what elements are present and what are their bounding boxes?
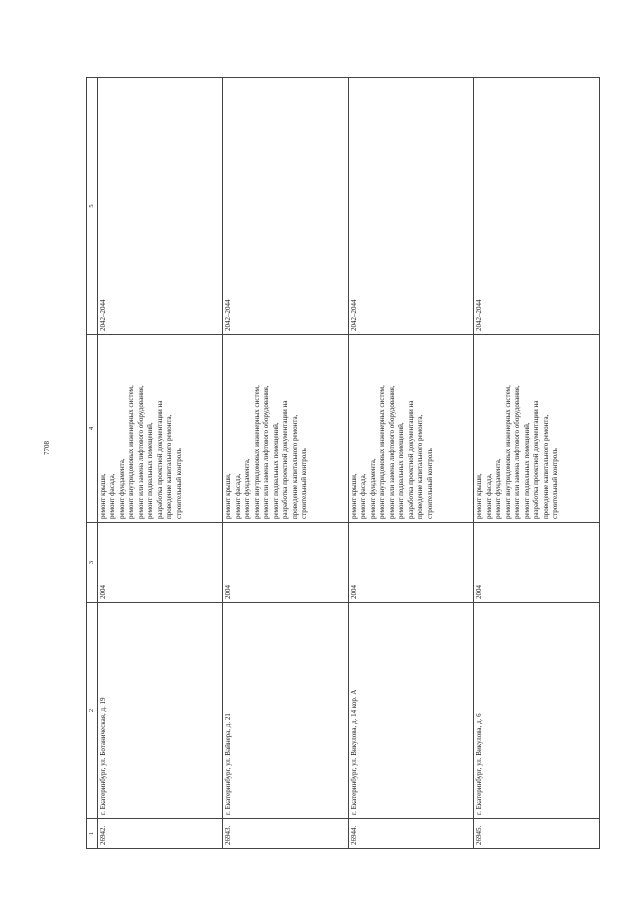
work-item: ремонт фасада,	[233, 473, 242, 519]
column-header-2: 2	[87, 603, 98, 819]
table-row	[348, 78, 474, 849]
work-item: ремонт фундамента,	[368, 458, 377, 519]
work-item: ремонт крыши,	[224, 473, 233, 519]
work-item: ремонт крыши,	[98, 473, 107, 519]
table-row	[97, 78, 223, 849]
work-item: разработка проектной документации на	[406, 400, 415, 519]
row-period: 2042–2044	[474, 78, 600, 335]
work-item: ремонт внутридомовых инженерных систем,	[127, 385, 135, 519]
table-row	[474, 78, 600, 849]
work-item: ремонт или замена лифтового оборудования,	[136, 385, 145, 519]
work-item: ремонт или замена лифтового оборудования,	[387, 385, 396, 519]
row-number: 26942.	[97, 819, 223, 849]
work-item: строительный контроль	[551, 448, 560, 519]
work-item: ремонт фасада,	[359, 473, 368, 519]
work-item: ремонт крыши,	[475, 473, 484, 519]
work-item: ремонт внутридомовых инженерных систем,	[378, 385, 387, 519]
work-item: строительный контроль	[425, 448, 434, 519]
work-item: ремонт подвальных помещений,	[522, 422, 531, 519]
work-item: проведение капитального ремонта,	[290, 414, 299, 519]
row-year: 2004	[223, 523, 349, 603]
row-year: 2004	[97, 523, 223, 603]
work-item: ремонт крыши,	[349, 473, 358, 519]
work-item: ремонт фундамента,	[494, 458, 503, 519]
work-item: разработка проектной документации на	[155, 400, 164, 519]
column-header-4: 4	[87, 335, 98, 523]
row-works	[223, 335, 349, 523]
work-item: ремонт или замена лифтового оборудования,	[262, 385, 271, 519]
work-item: ремонт внутридомовых инженерных систем,	[503, 385, 512, 519]
repair-table-container	[86, 78, 600, 849]
column-header-1: 1	[87, 819, 98, 849]
work-item: ремонт внутридомовых инженерных систем,	[252, 385, 261, 519]
work-item: ремонт подвальных помещений,	[271, 422, 280, 519]
work-item: строительный контроль	[174, 448, 183, 519]
work-item: ремонт фасада,	[108, 473, 116, 519]
work-item: проведение капитального ремонта,	[416, 414, 425, 519]
work-item: разработка проектной документации на	[532, 400, 541, 519]
row-year: 2004	[348, 523, 474, 603]
row-period: 2042–2044	[223, 78, 349, 335]
column-header-5: 5	[87, 78, 98, 335]
row-period: 2042–2044	[97, 78, 223, 335]
row-address: г. Екатеринбург, ул. Викулова, д. 6	[474, 603, 600, 819]
work-item: ремонт фундамента,	[243, 458, 252, 519]
row-number: 26944.	[348, 819, 474, 849]
row-works	[474, 335, 600, 523]
table-row	[223, 78, 349, 849]
work-item: проведение капитального ремонта,	[541, 414, 550, 519]
row-period: 2042–2044	[348, 78, 474, 335]
repair-table	[86, 77, 600, 849]
work-item: ремонт фундамента,	[117, 458, 126, 519]
row-address: г. Екатеринбург, ул. Ботаническая, д. 19	[97, 603, 223, 819]
work-item: ремонт подвальных помещений,	[397, 422, 406, 519]
work-item: проведение капитального ремонта,	[165, 414, 173, 519]
row-address: г. Екатеринбург, ул. Вайнера, д. 21	[223, 603, 349, 819]
work-item: строительный контроль	[300, 448, 309, 519]
row-address: г. Екатеринбург, ул. Викулова, д. 14 кор. А	[348, 603, 474, 819]
row-year: 2004	[474, 523, 600, 603]
row-number: 26945.	[474, 819, 600, 849]
column-header-3: 3	[87, 523, 98, 603]
work-item: ремонт фасада,	[484, 473, 493, 519]
row-works	[97, 335, 223, 523]
work-item: ремонт подвальных помещений,	[146, 422, 154, 519]
page-number: 7708	[43, 441, 51, 455]
column-number-header	[87, 78, 98, 849]
work-item: разработка проектной документации на	[281, 400, 290, 519]
work-item: ремонт или замена лифтового оборудования,	[513, 385, 522, 519]
row-number: 26943.	[223, 819, 349, 849]
row-works	[348, 335, 474, 523]
